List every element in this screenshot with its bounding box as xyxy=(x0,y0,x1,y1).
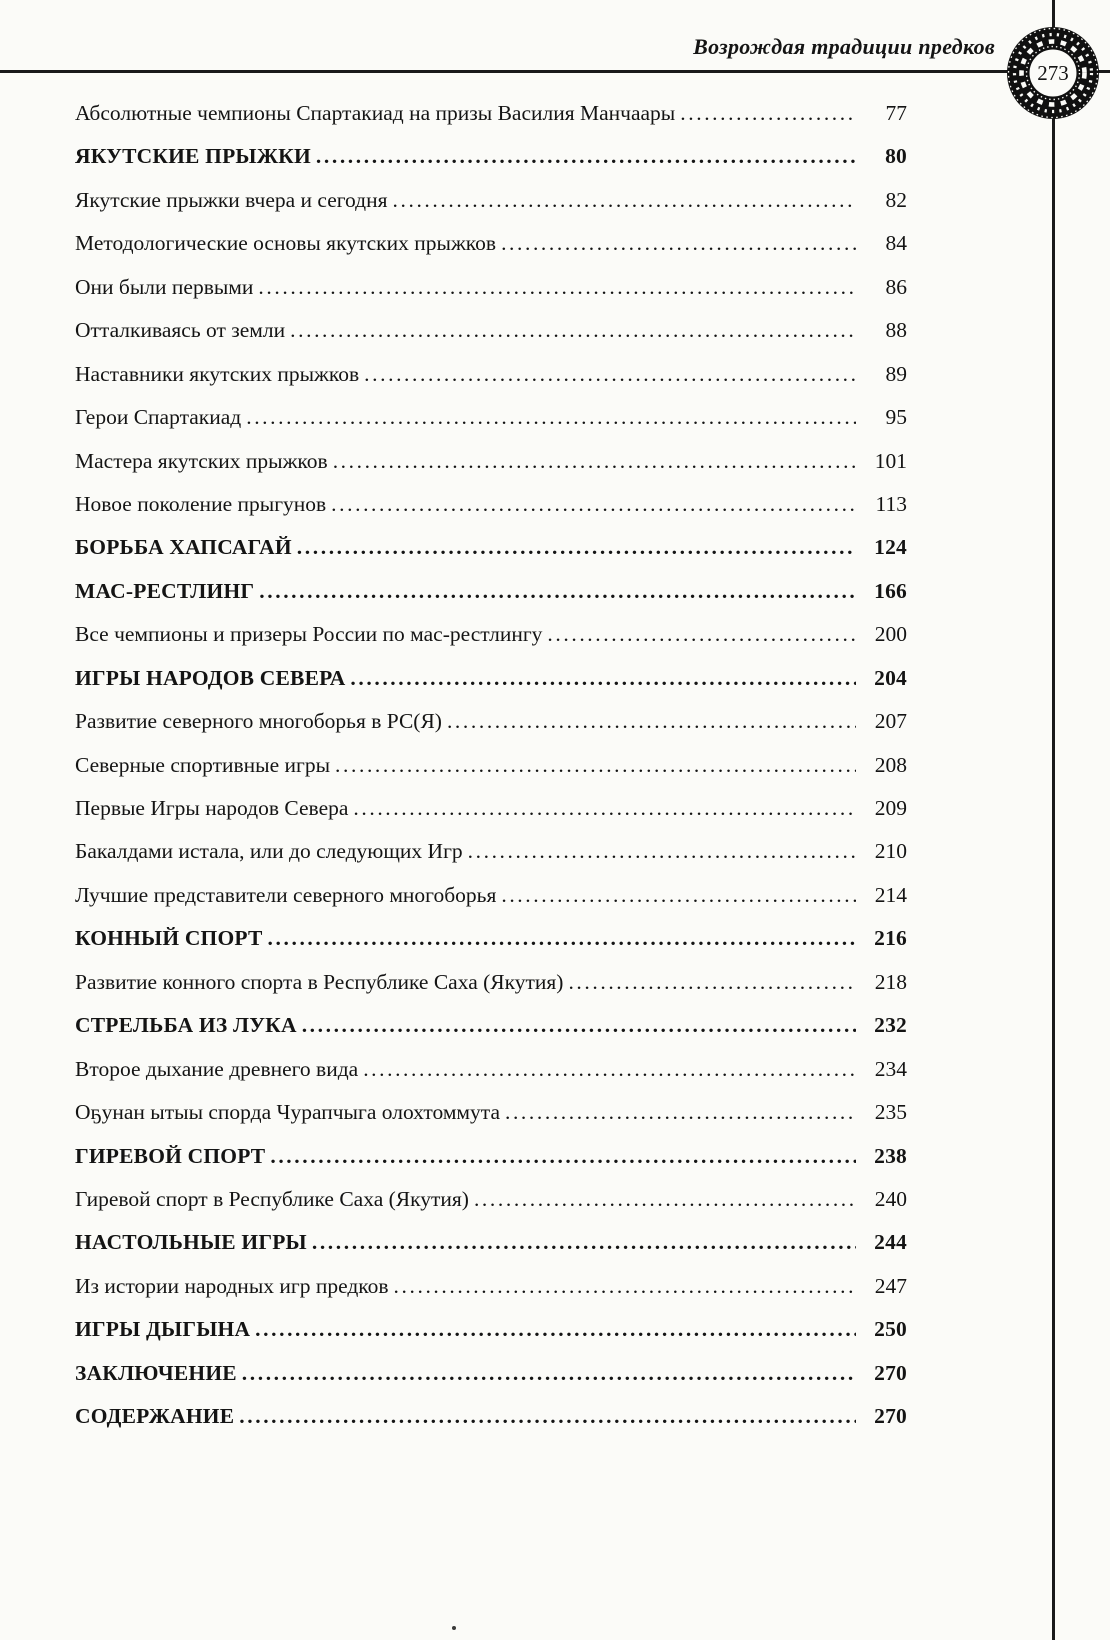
toc-entry-page: 216 xyxy=(874,926,907,951)
toc-entry-page: 270 xyxy=(874,1360,907,1385)
toc-entry-page: 270 xyxy=(874,1404,907,1429)
toc-entry xyxy=(75,570,907,613)
dot-leader xyxy=(335,744,856,787)
toc-entry xyxy=(75,179,907,222)
toc-entry xyxy=(75,266,907,309)
toc-entry-title: Из истории народных игр предков xyxy=(75,1273,389,1298)
dot-leader xyxy=(255,1308,856,1351)
dot-leader xyxy=(268,917,856,960)
toc-entry-title: Развитие конного спорта в Республике Саха (Якутия) xyxy=(75,969,564,994)
toc-entry xyxy=(75,744,907,787)
toc-entry xyxy=(75,613,907,656)
dot-leader xyxy=(270,1135,856,1178)
footer-speck xyxy=(452,1626,456,1630)
toc-entry-page: 207 xyxy=(874,709,907,734)
toc-entry-page: 240 xyxy=(874,1186,907,1211)
toc-entry-title: ИГРЫ ДЫГЫНА xyxy=(75,1317,251,1342)
toc-entry-page: 234 xyxy=(874,1056,907,1081)
toc-entry-title: Бакалдами истала, или до следующих Игр xyxy=(75,839,463,864)
toc-entry-title: БОРЬБА ХАПСАГАЙ xyxy=(75,535,292,560)
toc-entry-title: Наставники якутских прыжков xyxy=(75,361,360,386)
page-number-medallion xyxy=(1005,25,1101,121)
dot-leader xyxy=(568,961,856,1004)
toc-entry-title: ЗАКЛЮЧЕНИЕ xyxy=(75,1360,237,1385)
toc-entry xyxy=(75,874,907,917)
toc-entry xyxy=(75,1004,907,1047)
toc-entry-page: 80 xyxy=(885,144,907,169)
toc-entry xyxy=(75,657,907,700)
toc-entry-page: 89 xyxy=(885,361,907,386)
dot-leader xyxy=(258,266,856,309)
toc-entry xyxy=(75,135,907,178)
toc-entry-page: 84 xyxy=(885,231,907,256)
toc-entry xyxy=(75,1265,907,1308)
toc-entry-page: 82 xyxy=(885,187,907,212)
toc-entry xyxy=(75,1048,907,1091)
toc-entry-page: 101 xyxy=(874,448,907,473)
toc-entry-page: 88 xyxy=(885,318,907,343)
page-number: 273 xyxy=(1037,61,1069,85)
table-of-contents xyxy=(75,92,907,1439)
dot-leader xyxy=(239,1395,856,1438)
toc-entry-title: МАС-РЕСТЛИНГ xyxy=(75,578,255,603)
toc-entry-title: Второе дыхание древнего вида xyxy=(75,1056,359,1081)
toc-entry xyxy=(75,1308,907,1351)
dot-leader xyxy=(246,396,856,439)
toc-entry-page: 124 xyxy=(874,535,907,560)
toc-entry-page: 113 xyxy=(875,491,907,516)
dot-leader xyxy=(350,657,856,700)
toc-entry-title: Северные спортивные игры xyxy=(75,752,331,777)
toc-entry-title: Абсолютные чемпионы Спартакиад на призы Василия Манчаары xyxy=(75,101,676,125)
toc-entry-title: Герои Спартакиад xyxy=(75,405,242,430)
toc-entry xyxy=(75,92,907,135)
toc-entry xyxy=(75,961,907,1004)
dot-leader xyxy=(501,222,856,265)
toc-entry-page: 244 xyxy=(874,1230,907,1255)
dot-leader xyxy=(680,92,856,135)
toc-entry-title: Отталкиваясь от земли xyxy=(75,318,286,343)
dot-leader xyxy=(290,309,856,352)
toc-entry-title: Лучшие представители северного многоборья xyxy=(75,882,497,907)
toc-entry-title: Оҕунан ытыы спорда Чурапчыга олохтоммута xyxy=(75,1100,500,1125)
toc-entry-title: ИГРЫ НАРОДОВ СЕВЕРА xyxy=(75,665,346,690)
toc-entry-page: 208 xyxy=(874,752,907,777)
toc-entry-page: 232 xyxy=(874,1013,907,1038)
toc-entry-title: Мастера якутских прыжков xyxy=(75,448,328,473)
toc-entry xyxy=(75,787,907,830)
toc-entry-title: КОННЫЙ СПОРТ xyxy=(75,926,263,951)
toc-entry xyxy=(75,1135,907,1178)
toc-entry-page: 209 xyxy=(874,796,907,820)
dot-leader xyxy=(259,570,856,613)
dot-leader xyxy=(316,135,856,178)
toc-entry xyxy=(75,440,907,483)
running-title: Возрождая традиции предков xyxy=(693,34,995,59)
toc-entry-title: Якутские прыжки вчера и сегодня xyxy=(75,187,388,212)
toc-entry-page: 95 xyxy=(885,405,907,430)
toc-entry xyxy=(75,700,907,743)
toc-entry xyxy=(75,830,907,873)
toc-entry-page: 200 xyxy=(874,622,907,647)
dot-leader xyxy=(468,830,856,873)
toc-entry-title: Методологические основы якутских прыжков xyxy=(75,231,497,256)
toc-entry xyxy=(75,222,907,265)
toc-entry-page: 214 xyxy=(874,882,907,907)
toc-entry-page: 238 xyxy=(874,1143,907,1168)
toc-entry-page: 166 xyxy=(874,578,907,603)
toc-entry xyxy=(75,353,907,396)
toc-entry-page: 247 xyxy=(874,1273,907,1298)
toc-entry-title: Гиревой спорт в Республике Саха (Якутия) xyxy=(75,1186,469,1211)
dot-leader xyxy=(393,179,856,222)
dot-leader xyxy=(333,440,856,483)
toc-entry-title: Развитие северного многоборья в РС(Я) xyxy=(75,709,442,734)
dot-leader xyxy=(505,1091,856,1134)
toc-entry xyxy=(75,1352,907,1395)
dot-leader xyxy=(353,787,856,830)
toc-entry-page: 77 xyxy=(885,101,907,125)
toc-entry-page: 250 xyxy=(874,1317,907,1342)
toc-entry-title: Первые Игры народов Севера xyxy=(75,796,349,820)
header-rule xyxy=(0,70,1110,73)
dot-leader xyxy=(394,1265,856,1308)
toc-entry xyxy=(75,1395,907,1438)
toc-entry xyxy=(75,1221,907,1264)
toc-entry xyxy=(75,309,907,352)
toc-entry-title: Все чемпионы и призеры России по мас-рестлингу xyxy=(75,622,543,647)
toc-entry-title: Новое поколение прыгунов xyxy=(75,491,327,516)
dot-leader xyxy=(547,613,856,656)
toc-entry xyxy=(75,1091,907,1134)
dot-leader xyxy=(331,483,856,526)
right-margin-rule xyxy=(1052,0,1055,1640)
toc-entry-page: 204 xyxy=(874,665,907,690)
dot-leader xyxy=(364,353,856,396)
toc-entry xyxy=(75,917,907,960)
dot-leader xyxy=(312,1221,856,1264)
toc-entry-title: Они были первыми xyxy=(75,274,254,299)
dot-leader xyxy=(302,1004,856,1047)
toc-entry xyxy=(75,526,907,569)
dot-leader xyxy=(447,700,856,743)
toc-entry xyxy=(75,396,907,439)
dot-leader xyxy=(501,874,856,917)
dot-leader xyxy=(242,1352,856,1395)
toc-entry-title: ГИРЕВОЙ СПОРТ xyxy=(75,1143,266,1168)
toc-entry-page: 86 xyxy=(885,274,907,299)
toc-entry-title: СТРЕЛЬБА ИЗ ЛУКА xyxy=(75,1013,297,1038)
toc-entry-title: НАСТОЛЬНЫЕ ИГРЫ xyxy=(75,1230,307,1255)
toc-entry xyxy=(75,1178,907,1221)
dot-leader xyxy=(474,1178,856,1221)
dot-leader xyxy=(363,1048,856,1091)
toc-entry-title: ЯКУТСКИЕ ПРЫЖКИ xyxy=(75,144,311,169)
toc-entry xyxy=(75,483,907,526)
dot-leader xyxy=(297,526,856,569)
toc-entry-page: 235 xyxy=(874,1100,907,1125)
toc-entry-page: 210 xyxy=(874,839,907,864)
toc-entry-page: 218 xyxy=(874,969,907,994)
toc-entry-title: СОДЕРЖАНИЕ xyxy=(75,1404,235,1429)
